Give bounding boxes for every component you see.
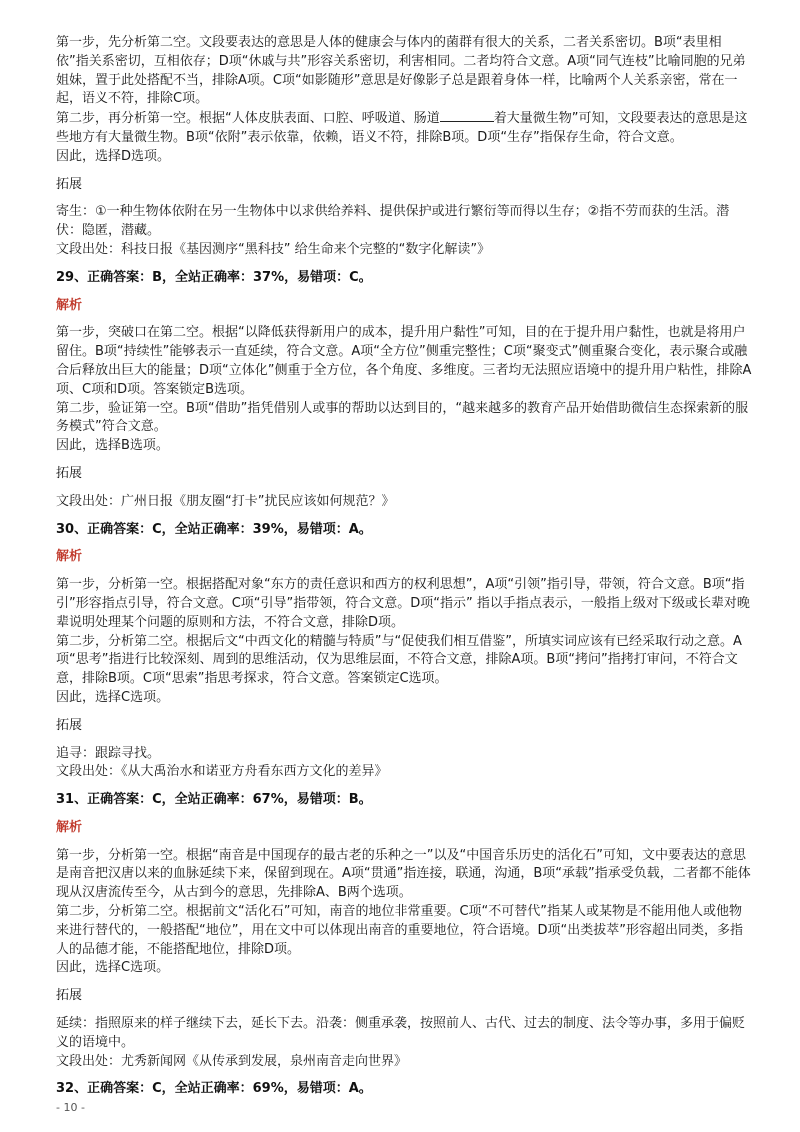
analysis-heading: 解析 [56, 297, 83, 313]
conclusion-line: 因此，选择D选项。 [56, 148, 171, 164]
text-source: 文段出处：科技日报《基因测序“黑科技” 给生命来个完整的“数字化解读”》 [56, 241, 491, 257]
step-two-paragraph [56, 109, 754, 148]
step-one-paragraph: 第一步，分析第一空。根据搭配对象“东方的责任意识和西方的权利思想”，A项“引领”指引导，带领，符合文意。B项“指引”形容指点引导，符合文意。C项“引导”指带领，符合文意。D项“指示” 指以手指点表示，一般指上级对下级或长辈对晚辈说明处理某个问题的原则和方法，不符合文意，排除D项。 [56, 577, 750, 630]
text-source: 文段出处：《从大禹治水和诺亚方舟看东西方文化的差异》 [56, 764, 388, 780]
question-32-explanation [56, 1080, 754, 1099]
question-28-explanation [56, 34, 754, 260]
question-29-explanation [56, 269, 754, 512]
text-source: 文段出处：尤秀新闻网《从传承到发展，泉州南音走向世界》 [56, 1053, 408, 1069]
extension-definition: 延续：指照原来的样子继续下去，延长下去。沿袭：侧重承袭，按照前人、古代、过去的制度、法令等办事，多用于偏贬义的语境中。 [56, 1016, 746, 1050]
extension-definition: 追寻：跟踪寻找。 [56, 745, 161, 761]
step-two-paragraph: 第二步，验证第一空。B项“借助”指凭借别人或事的帮助以达到目的，“越来越多的教育产品开始借助微信生态探索新的服务模式”符合文意。 [56, 400, 749, 435]
extension-heading: 拓展 [56, 988, 83, 1004]
step-two-paragraph: 第二步，分析第二空。根据前文“活化石”可知，南音的地位非常重要。C项“不可替代”指某人或某物是不能用他人或他物来进行替代的，一般搭配“地位”，用在文中可以体现出南音的重要地位，符合语境。D项“出类拔萃”形容超出同类，多指人的品德才能，不能搭配地位，排除D项。 [56, 904, 743, 957]
answer-line: 30、正确答案：C，全站正确率：39%，易错项：A。 [56, 521, 372, 537]
answer-line: 32、正确答案：C，全站正确率：69%，易错项：A。 [56, 1081, 372, 1097]
conclusion-line: 因此，选择C选项。 [56, 960, 170, 976]
answer-line: 31、正确答案：C，全站正确率：67%，易错项：B。 [56, 792, 372, 808]
extension-heading: 拓展 [56, 176, 83, 192]
step-two-text-start: 第二步，再分析第一空。根据“人体皮肤表面、口腔、呼吸道、肠道 [56, 111, 440, 127]
step-one-paragraph: 第一步，突破口在第二空。根据“以降低获得新用户的成本，提升用户黏性”可知，目的在于提升用户黏性，也就是将用户留住。B项“持续性”能够表示一直延续，符合文意。A项“全方位”侧重完整性；C项“聚变式”侧重聚合变化，表示聚合或融合后释放出巨大的能量；D项“立体化”侧重于全方位，各个角度、多维度。三者均无法照应语境中的提升用户粘性，排除A项、C项和D项。答案锁定B选项。 [56, 325, 752, 397]
step-one-paragraph: 第一步，先分析第二空。文段要表达的意思是人体的健康会与体内的菌群有很大的关系，二者关系密切。B项“表里相依”指关系密切，互相依存；D项“休戚与共”形容关系密切，利害相同。二者均符合文意。A项“同气连枝”比喻同胞的兄弟姐妹，置于此处搭配不当，排除A项。C项“如影随形”意思是好像影子总是跟着身体一样，比喻两个人关系亲密，常在一起，语义不符，排除C项。 [56, 35, 746, 107]
step-two-text-end: 着大量微生物”可知，文段要表达的意思是这些地方有大量微生物。B项“依附”表示依靠，依赖，语义不符，排除B项。D项“生存”指保存生命，符合文意。 [56, 111, 748, 145]
question-31-explanation [56, 791, 754, 1071]
analysis-heading: 解析 [56, 819, 83, 835]
extension-definition: 寄生：①一种生物体依附在另一生物体中以求供给养料、提供保护或进行繁衍等而得以生存；②指不劳而获的生活。潜伏：隐匿，潜藏。 [56, 204, 730, 239]
extension-heading: 拓展 [56, 717, 83, 733]
step-one-paragraph: 第一步，分析第一空。根据“南音是中国现存的最古老的乐种之一”以及“中国音乐历史的活化石”可知，文中要表达的意思是南音把汉唐以来的血脉延续下来，保留到现在。A项“贯通”指连接，联通，沟通，B项“承载”指承受负载，二者都不能体现从汉唐流传至今，从古到今的意思，先排除A、B两个选项。 [56, 847, 751, 901]
page-number: - 10 - [56, 1101, 85, 1115]
text-source: 文段出处：广州日报《朋友圈“打卡”扰民应该如何规范？》 [56, 493, 395, 509]
extension-heading: 拓展 [56, 465, 83, 481]
fill-blank-line [440, 109, 494, 122]
step-two-paragraph: 第二步，分析第二空。根据后文“中西文化的精髓与特质”与“促使我们相互借鉴”，所填实词应该有已经采取行动之意。A项“思考”指进行比较深刻、周到的思维活动，仅为思维层面，不符合文意，排除A项。B项“拷问”指拷打审问，不符合文意，排除B项。C项“思索”指思考探求，符合文意。答案锁定C选项。 [56, 633, 742, 687]
conclusion-line: 因此，选择B选项。 [56, 438, 169, 454]
analysis-heading: 解析 [56, 549, 83, 565]
conclusion-line: 因此，选择C选项。 [56, 689, 170, 705]
question-30-explanation [56, 521, 754, 783]
answer-line: 29、正确答案：B，全站正确率：37%，易错项：C。 [56, 269, 372, 285]
